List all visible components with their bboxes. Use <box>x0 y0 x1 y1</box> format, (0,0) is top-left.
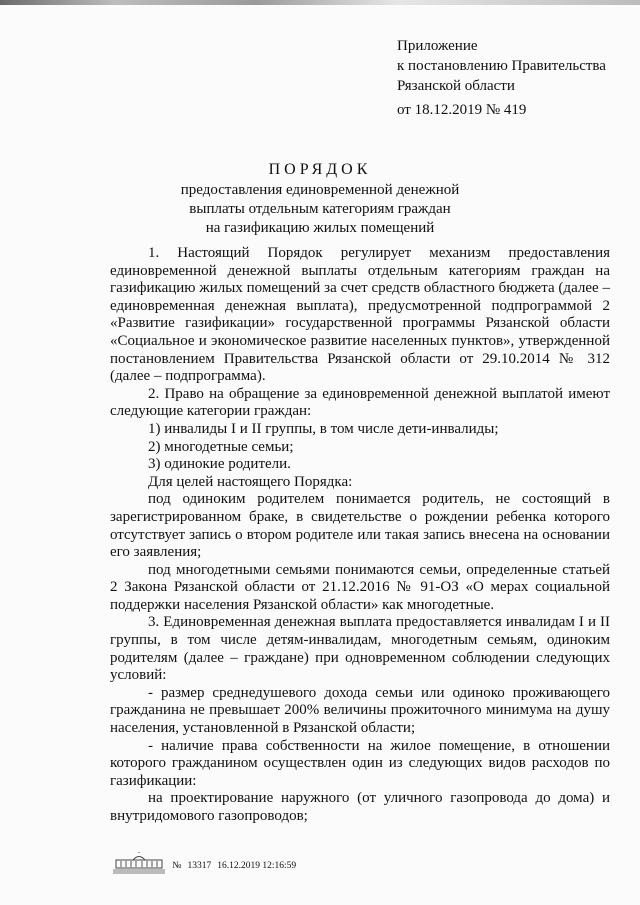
registration-datetime: 16.12.2019 12:16:59 <box>217 860 297 871</box>
definition-large-family: под многодетными семьями понимаются семьи, определенные статьей 2 Закона Рязанской области от 21.12.2016 № 91-ОЗ «О мерах социальной поддержки населения Рязанской области» как многодетные. <box>110 561 610 613</box>
document-subtitle-line-3: на газификацию жилых помещений <box>205 220 435 236</box>
list-item-large-families: 2) многодетные семьи; <box>148 438 294 455</box>
document-body <box>110 245 610 826</box>
appendix-header <box>397 36 606 120</box>
registration-mark: № <box>172 860 182 871</box>
document-title: ПОРЯДОК <box>268 161 372 178</box>
document-title-block <box>0 160 640 237</box>
registration-info <box>172 861 302 871</box>
list-item-single-parents: 3) одинокие родители. <box>148 456 291 473</box>
condition-ownership: - наличие права собственности на жилое помещение, в отношении которого гражданином осуществлен один из следующих видов расходов по газификации: <box>110 737 610 789</box>
registration-footer <box>112 852 302 879</box>
document-subtitle-line-1: предоставления единовременной денежной <box>180 182 460 198</box>
definitions-intro: Для целей настоящего Порядка: <box>148 473 353 490</box>
registration-number: 13317 <box>187 860 212 871</box>
list-item-disabled: 1) инвалиды I и II группы, в том числе дети-инвалиды; <box>148 420 499 437</box>
paragraph-2-eligibility: 2. Право на обращение за единовременной денежной выплатой имеют следующие категории граждан: <box>110 385 610 420</box>
government-building-stamp-icon <box>112 852 166 879</box>
expense-design: на проектирование наружного (от уличного газопровода до дома) и внутридомового газопроводов; <box>110 790 610 824</box>
paragraph-3-conditions: 3. Единовременная денежная выплата предоставляется инвалидам I и II группы, в том числе детям-инвалидам, многодетным семьям, одиноким родителям (далее – граждане) при одновременном соблюдении следующих условий: <box>110 614 610 684</box>
appendix-region: Рязанской области <box>397 78 515 94</box>
paragraph-1-scope: 1. Настоящий Порядок регулирует механизм предоставления единовременной денежной выплаты отдельным категориям граждан на газификацию жилых помещений за счет средств областного бюджета (далее – единовременная денежная выплата), предусмотренной подпрограммой 2 «Развитие газификации» государственной программы Рязанской области «Социальное и экономическое развитие населенных пунктов», утвержденной постановлением Правительства Рязанской области от 29.10.2014 № 312 (далее – подпрограмма). <box>110 245 610 385</box>
condition-income: - размер среднедушевого дохода семьи или одиноко проживающего гражданина не превышает 200% величины прожиточного минимума на душу населения, установленной в Рязанской области; <box>110 684 610 737</box>
appendix-label: Приложение <box>397 38 478 54</box>
appendix-to-decree: к постановлению Правительства <box>397 58 606 74</box>
scan-edge <box>0 0 640 5</box>
definition-single-parent: под одиноким родителем понимается родитель, не состоящий в зарегистрированном браке, в свидетельстве о рождении ребенка которого отсутствует запись о втором родителе или такая запись внесена на основании его заявления; <box>110 491 610 561</box>
document-subtitle-line-2: выплаты отдельным категориям граждан <box>189 201 451 217</box>
decree-number-date: от 18.12.2019 № 419 <box>397 102 527 118</box>
